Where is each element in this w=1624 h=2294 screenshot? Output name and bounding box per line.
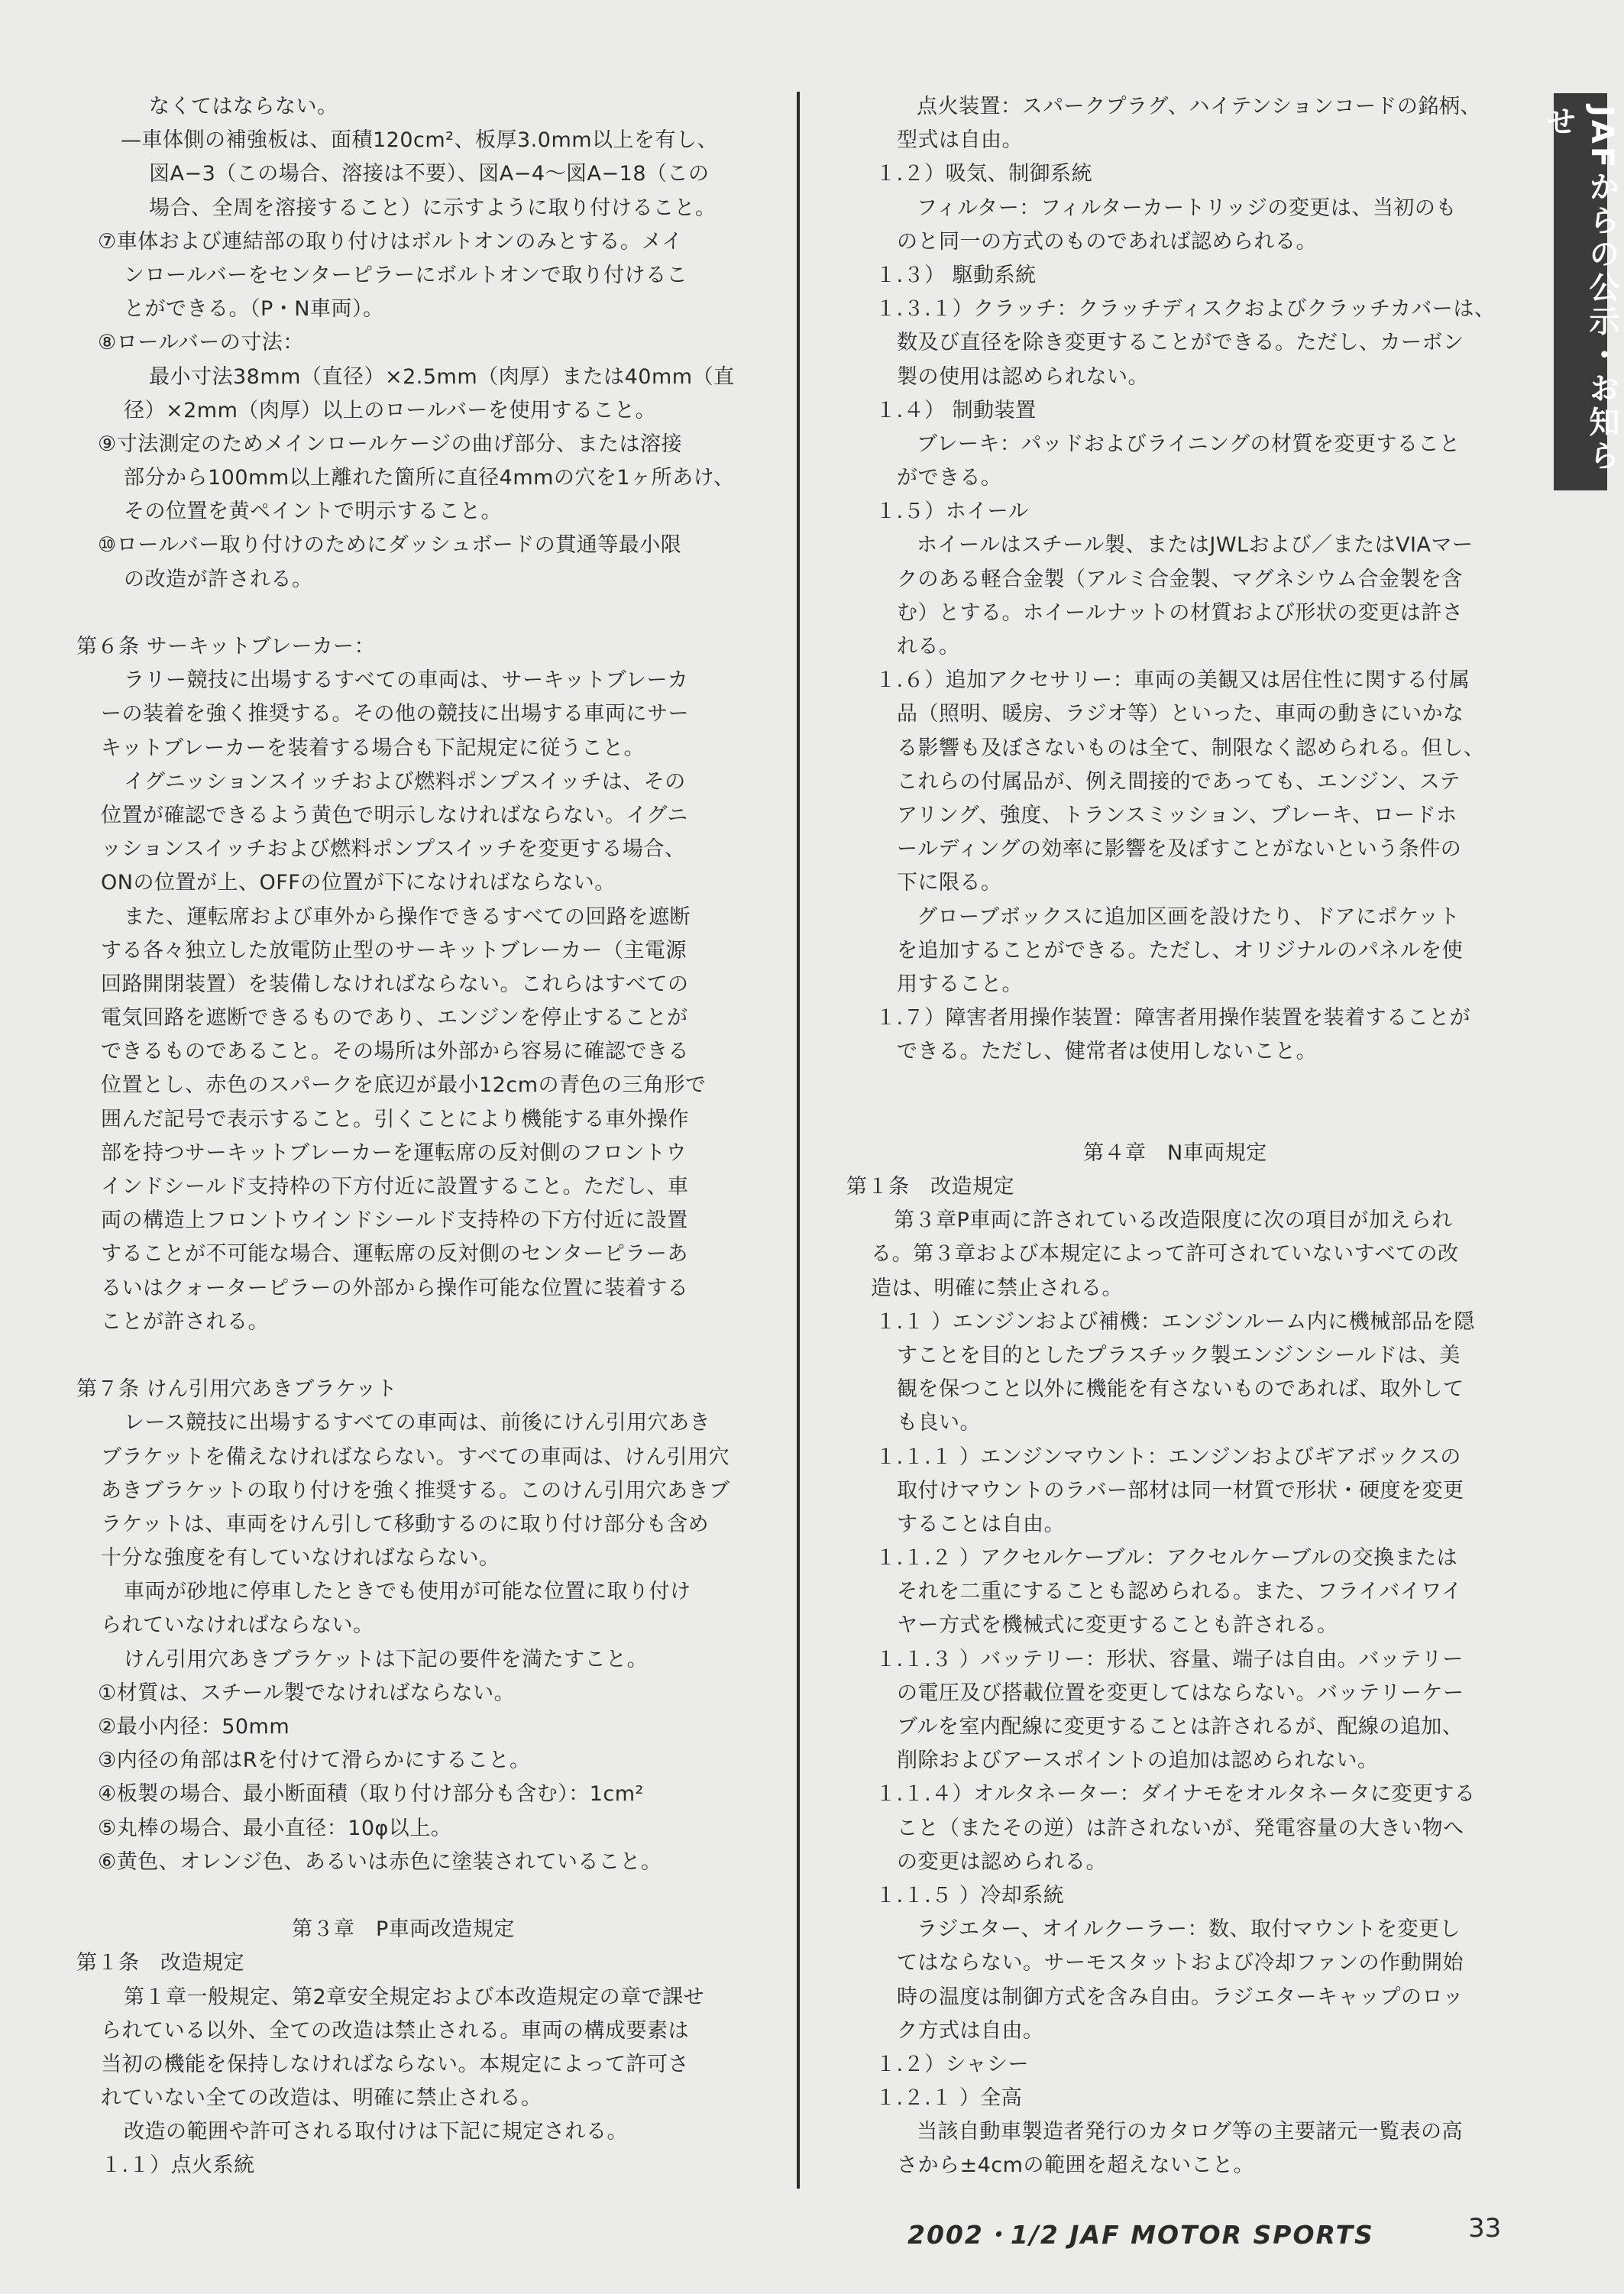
text-line: れていない全ての改造は、明確に禁止される。	[101, 2086, 542, 2111]
paragraph-gap	[846, 1103, 1530, 1137]
text-line: も良い。	[897, 1411, 981, 1435]
text-line: することが不可能な場合、運転席の反対側のセンターピラーあ	[101, 1242, 688, 1267]
text-line: けん引用穴あきブラケットは下記の要件を満たすこと。	[124, 1647, 649, 1671]
text-line: フィルター：フィルターカートリッジの変更は、当初のも	[917, 196, 1457, 220]
text-line: 第１章一般規定、第2章安全規定および本改造規定の章で課せ	[124, 1985, 705, 2009]
text-line: ⑤丸棒の場合、最小直径：10φ以上。	[98, 1816, 452, 1840]
text-line: 回路開閉装置）を装備しなければならない。これらはすべての	[101, 972, 689, 996]
text-line: 第６条 サーキットブレーカー：	[76, 635, 376, 658]
text-line: 下に限る。	[897, 871, 1002, 895]
text-line: 車両が砂地に停車したときでも使用が可能な位置に取り付け	[124, 1580, 691, 1604]
text-line: 両の構造上フロントウインドシールド支持枠の下方付近に設置	[101, 1208, 688, 1233]
text-line: できるものであること。その場所は外部から容易に確認できる	[101, 1040, 689, 1064]
text-line: ことが許される。	[101, 1309, 269, 1334]
text-line: ク方式は自由。	[897, 2018, 1044, 2043]
text-line: １.２）シャシー	[875, 2052, 1030, 2076]
text-line: 位置が確認できるよう黄色で明示しなければならない。イグニ	[101, 803, 688, 827]
text-line: 最小寸法38mm（直径）×2.5mm（肉厚）または40mm（直	[149, 364, 735, 389]
text-line: 第１条 改造規定	[846, 1175, 1014, 1199]
text-line: る影響も及ぼさないものは全て、制限なく認められる。但し、	[897, 736, 1485, 760]
right-column	[846, 90, 1530, 2183]
text-line: １.２.１ ）全高	[875, 2086, 1023, 2111]
text-line: 図A−3（この場合、溶接は不要）、図A−4〜図A−18（この	[149, 162, 710, 186]
text-line: 囲んだ記号で表示すること。引くことにより機能する車外操作	[101, 1107, 689, 1131]
text-line: ヤー方式を機械式に変更することも許される。	[897, 1613, 1338, 1638]
text-line: るいはクォーターピラーの外部から操作可能な位置に装着する	[101, 1276, 689, 1300]
text-line: ③内径の角部はRを付けて滑らかにすること。	[98, 1749, 531, 1773]
text-line: 電気回路を遮断できるものであり、エンジンを停止することが	[101, 1006, 688, 1031]
text-line: ⑨寸法測定のためメインロールケージの曲げ部分、または溶接	[98, 432, 683, 456]
text-line: られていなければならない。	[101, 1613, 374, 1638]
text-line: 観を保つこと以外に機能を有さないものであれば、取外して	[897, 1377, 1464, 1402]
text-line: ールディングの効率に影響を及ぼすことがないという条件の	[897, 837, 1462, 862]
text-line: レース競技に出場するすべての車両は、前後にけん引用穴あき	[124, 1411, 711, 1435]
text-line: １.１.３ ）バッテリー：形状、容量、端子は自由。バッテリー	[875, 1647, 1464, 1671]
text-line: １.１.１ ）エンジンマウント：エンジンおよびギアボックスの	[875, 1445, 1461, 1469]
text-line: とができる。（P・N車両）。	[124, 297, 384, 322]
text-line: １.４） 制動装置	[875, 398, 1037, 422]
text-line: 削除およびアースポイントの追加は認められない。	[897, 1749, 1379, 1773]
text-line: クのある軽合金製（アルミ合金製、マグネシウム合金製を含	[897, 567, 1463, 591]
text-line: それを二重にすることも認められる。また、フライバイワイ	[897, 1580, 1463, 1604]
text-line: 第７条 けん引用穴あきブラケット	[76, 1377, 398, 1402]
text-line: ⑧ロールバーの寸法：	[98, 331, 304, 355]
paragraph-gap	[76, 1879, 760, 1913]
text-line: 径）×2mm（肉厚）以上のロールバーを使用すること。	[124, 398, 656, 422]
text-line: ができる。	[897, 466, 1002, 490]
paragraph-gap	[76, 1339, 760, 1373]
text-line: 第４章 N車両規定	[1083, 1141, 1267, 1165]
text-line: アリング、強度、トランスミッション、ブレーキ、ロードホ	[897, 803, 1457, 827]
text-line: できる。ただし、健常者は使用しないこと。	[897, 1040, 1317, 1064]
text-line: さから±4cmの範囲を超えないこと。	[897, 2153, 1254, 2178]
text-line: ンロールバーをセンターピラーにボルトオンで取り付けるこ	[124, 263, 688, 287]
text-line: 造は、明確に禁止される。	[871, 1276, 1123, 1300]
paragraph-gap	[76, 597, 760, 630]
text-line: その位置を黄ペイントで明示すること。	[124, 500, 502, 524]
text-line: すことを目的としたプラスチック製エンジンシールドは、美	[897, 1343, 1461, 1367]
text-line: ラリー競技に出場するすべての車両は、サーキットブレーカ	[124, 668, 688, 693]
text-line: 当初の機能を保持しなければならない。本規定によって許可さ	[101, 2052, 689, 2076]
column-divider	[797, 92, 800, 2189]
text-line: てはならない。サーモスタットおよび冷却ファンの作動開始	[897, 1951, 1464, 1975]
text-line: —車体側の補強板は、面積120cm²、板厚3.0mm以上を有し、	[121, 128, 719, 153]
text-line: 取付けマウントのラバー部材は同一材質で形状・硬度を変更	[897, 1478, 1464, 1503]
text-line: ラケットは、車両をけん引して移動するのに取り付け部分も含め	[101, 1512, 710, 1536]
text-line: キットブレーカーを装着する場合も下記規定に従うこと。	[101, 736, 645, 760]
text-line: グローブボックスに追加区画を設けたり、ドアにポケット	[917, 904, 1461, 929]
text-line: 位置とし、赤色のスパークを底辺が最小12cmの青色の三角形で	[101, 1073, 707, 1098]
text-line: 当該自動車製造者発行のカタログ等の主要諸元一覧表の高	[917, 2120, 1463, 2144]
text-line: １.３.１）クラッチ：クラッチディスクおよびクラッチカバーは、	[875, 297, 1496, 322]
text-line: インドシールド支持枠の下方付近に設置すること。ただし、車	[101, 1175, 689, 1199]
text-line: 品（照明、暖房、ラジオ等）といった、車両の動きにいかな	[897, 702, 1464, 726]
text-line: する各々独立した放電防止型のサーキットブレーカー（主電源	[101, 938, 687, 963]
text-line: る。第３章および本規定によって許可されていないすべての改	[871, 1242, 1459, 1267]
text-line: 製の使用は認められない。	[897, 364, 1149, 389]
side-tab-label: JAFからの公示・お知らせ	[1541, 105, 1619, 474]
text-line: られている以外、全ての改造は禁止される。車両の構成要素は	[101, 2018, 689, 2043]
text-line: ONの位置が上、OFFの位置が下になければならない。	[101, 871, 616, 895]
text-line: １.５）ホイール	[875, 500, 1030, 524]
text-line: ブラケットを備えなければならない。すべての車両は、けん引用穴	[101, 1445, 730, 1469]
text-line: の改造が許される。	[124, 567, 313, 591]
text-line: 点火装置：スパークプラグ、ハイテンションコードの銘柄、	[917, 95, 1481, 118]
text-line: ②最小内径：50mm	[98, 1715, 290, 1739]
text-line: することは自由。	[897, 1512, 1065, 1536]
text-line: ⑦車体および連結部の取り付けはボルトオンのみとする。メイ	[98, 229, 683, 254]
text-line: の電圧及び搭載位置を変更してはならない。バッテリーケー	[897, 1681, 1464, 1705]
text-line: １.１.２ ）アクセルケーブル：アクセルケーブルの交換または	[875, 1546, 1458, 1571]
text-line: 数及び直径を除き変更することができる。ただし、カーボン	[897, 331, 1464, 355]
text-line: １.７）障害者用操作装置：障害者用操作装置を装着することが	[875, 1006, 1471, 1031]
text-line: ⑥黄色、オレンジ色、あるいは赤色に塗装されていること。	[98, 1849, 662, 1874]
text-line: のと同一の方式のものであれば認められる。	[897, 229, 1317, 254]
text-line: １.３） 駆動系統	[875, 263, 1037, 287]
footer-magazine-title: 2002・1/2 JAF MOTOR SPORTS	[907, 2220, 1374, 2250]
text-line: ッションスイッチおよび燃料ポンプスイッチを変更する場合、	[101, 837, 686, 862]
text-line: こと（またその逆）は許されないが、発電容量の大きい物へ	[897, 1816, 1464, 1840]
text-line: 場合、全周を溶接すること）に示すように取り付けること。	[149, 196, 717, 220]
text-line: １.１）点火系統	[101, 2153, 255, 2178]
text-line: 改造の範囲や許可される取付けは下記に規定される。	[124, 2120, 628, 2144]
text-line: 第１条 改造規定	[76, 1951, 244, 1975]
text-line: 型式は自由。	[897, 128, 1023, 153]
text-line: ⑩ロールバー取り付けのためにダッシュボードの貫通等最小限	[98, 533, 682, 558]
text-line: ブレーキ：パッドおよびライニングの材質を変更すること	[917, 432, 1461, 456]
text-line: む）とする。ホイールナットの材質および形状の変更は許さ	[897, 600, 1464, 625]
left-column	[76, 90, 760, 2183]
text-line: 第３章 P車両改造規定	[292, 1917, 515, 1942]
text-line: １.１ ）エンジンおよび補機：エンジンルーム内に機械部品を隠	[875, 1309, 1475, 1334]
text-line: 部分から100mm以上離れた箇所に直径4mmの穴を1ヶ所あけ、	[124, 466, 735, 490]
text-line: なくてはならない。	[149, 95, 338, 118]
text-line: 時の温度は制御方式を含み自由。ラジエターキャップのロッ	[897, 1985, 1464, 2009]
text-line: １.２）吸気、制御系統	[875, 162, 1093, 186]
section-side-tab	[1541, 93, 1619, 490]
text-line: ホイールはスチール製、またはJWLおよび／またはVIAマー	[917, 533, 1474, 558]
text-line: ブルを室内配線に変更することは許されるが、配線の追加、	[897, 1715, 1464, 1739]
text-line: ラジエター、オイルクーラー：数、取付マウントを変更し	[917, 1917, 1461, 1942]
text-line: の変更は認められる。	[897, 1849, 1107, 1874]
text-line: 部を持つサーキットブレーカーを運転席の反対側のフロントウ	[101, 1141, 687, 1165]
text-line: あきブラケットの取り付けを強く推奨する。このけん引用穴あきブ	[101, 1478, 730, 1503]
text-line: ①材質は、スチール製でなければならない。	[98, 1681, 516, 1705]
text-line: 第３章P車両に許されている改造限度に次の項目が加えられ	[894, 1208, 1453, 1233]
text-line: れる。	[897, 635, 960, 658]
text-line: １.１.４）オルタネーター：ダイナモをオルタネータに変更する	[875, 1782, 1476, 1807]
text-line: 用すること。	[897, 972, 1023, 996]
text-line: ④板製の場合、最小断面積（取り付け部分も含む）：1cm²	[98, 1782, 644, 1807]
text-line: また、運転席および車外から操作できるすべての回路を遮断	[124, 904, 691, 929]
page-number: 33	[1468, 2213, 1502, 2244]
text-line: を追加することができる。ただし、オリジナルのパネルを使	[897, 938, 1464, 963]
text-line: ーの装着を強く推奨する。その他の競技に出場する車両にサー	[101, 702, 689, 726]
text-line: １.６）追加アクセサリー：車両の美観又は居住性に関する付属	[875, 668, 1470, 693]
text-line: １.１.５ ）冷却系統	[875, 1883, 1065, 1907]
text-line: これらの付属品が、例え間接的であっても、エンジン、ステ	[897, 769, 1461, 794]
text-line: イグニッションスイッチおよび燃料ポンプスイッチは、その	[124, 769, 686, 794]
text-line: 十分な強度を有していなければならない。	[101, 1546, 500, 1571]
paragraph-gap	[846, 1069, 1530, 1102]
